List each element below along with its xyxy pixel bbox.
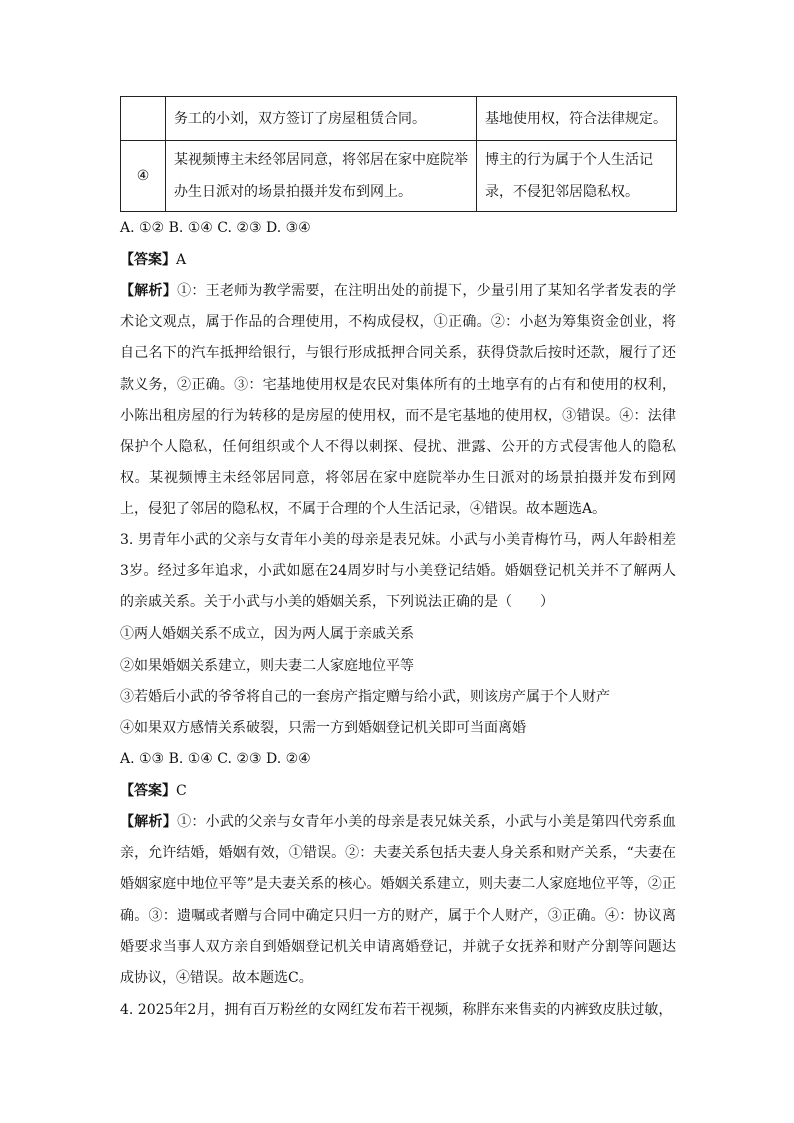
analysis-tag: 【解析】 <box>120 814 178 830</box>
table-row <box>121 141 677 212</box>
q3-item-4: ④如果双方感情关系破裂，只需一方到婚姻登记机关即可当面离婚 <box>120 720 526 736</box>
case-cell: 某视频博主未经邻居同意，将邻居在家中庭院举办生日派对的场景拍摄并发布到网上。 <box>166 141 477 212</box>
row-number <box>121 97 166 141</box>
analysis-text: ①：王老师为教学需要，在注明出处的前提下，少量引用了某知名学者发表的学术论文观点，属于作品的合理使用，不构成侵权，①正确。②：小赵为筹集资金创业，将自己名下的汽车抵押给银行，与银行形成抵押合同关系，获得贷款后按时还款，履行了还款义务，②正确。③：宅基地使用权是农民对集体所有的土地享有的占有和使用的权利，小陈出租房屋的行为转移的是房屋的使用权，而不是宅基地的使用权，③错误。④：法律保护个人隐私，任何组织或个人不得以刺探、侵扰、泄露、公开的方式侵害他人的隐私权。某视频博主未经邻居同意，将邻居在家中庭院举办生日派对的场景拍摄并发布到网上，侵犯了邻居的隐私权，不属于合理的个人生活记录，④错误。故本题选A。 <box>120 283 677 518</box>
answer-tag: 【答案】 <box>120 252 176 268</box>
q3-answer <box>120 781 187 801</box>
question-table <box>120 96 677 212</box>
analysis-text: ①：小武的父亲与女青年小美的母亲是表兄妹关系，小武与小美是第四代旁系血亲，允许结婚，婚姻有效，①错误。②：夫妻关系包括夫妻人身关系和财产关系，“夫妻在婚姻家庭中地位平等”是夫妻关系的核心。婚姻关系建立，则夫妻二人家庭地位平等，②正确。③：遗嘱或者赠与合同中确定只归一方的财产，属于个人财产，③正确。④：协议离婚要求当事人双方亲自到婚姻登记机关申请离婚登记，并就子女抚养和财产分割等问题达成协议，④错误。故本题选C。 <box>120 814 677 987</box>
q3-item-1: ①两人婚姻关系不成立，因为两人属于亲戚关系 <box>120 626 414 642</box>
analysis-tag: 【解析】 <box>120 283 178 299</box>
q3-options: A. ①③ B. ①④ C. ②③ D. ②④ <box>120 751 311 767</box>
row-number: ④ <box>121 141 166 212</box>
q3-stem: 3. 男青年小武的父亲与女青年小美的母亲是表兄妹。小武与小美青梅竹马，两人年龄相差3岁。经过多年追求，小武如愿在24周岁时与小美登记结婚。婚姻登记机关并不了解两人的亲戚关系。关于小武与小美的婚姻关系，下列说法正确的是（ ） <box>120 532 676 611</box>
q2-options: A. ①② B. ①④ C. ②③ D. ③④ <box>120 220 311 236</box>
q2-answer <box>120 250 186 270</box>
answer-tag: 【答案】 <box>120 783 176 799</box>
q4-stem: 4. 2025年2月，拥有百万粉丝的女网红发布若干视频，称胖东来售卖的内裤致皮肤过敏， <box>120 1002 673 1018</box>
table-row <box>121 97 677 141</box>
q2-analysis <box>120 276 676 526</box>
judgement-cell: 基地使用权，符合法律规定。 <box>477 97 677 141</box>
q3-item-2: ②如果婚姻关系建立，则夫妻二人家庭地位平等 <box>120 658 414 674</box>
case-cell: 务工的小刘，双方签订了房屋租赁合同。 <box>166 97 477 141</box>
judgement-cell: 博主的行为属于个人生活记录，不侵犯邻居隐私权。 <box>477 141 677 212</box>
answer-value: C <box>176 783 187 799</box>
answer-value: A <box>176 252 187 268</box>
q3-analysis <box>120 807 676 994</box>
q3-item-3: ③若婚后小武的爷爷将自己的一套房产指定赠与给小武，则该房产属于个人财产 <box>120 689 610 705</box>
